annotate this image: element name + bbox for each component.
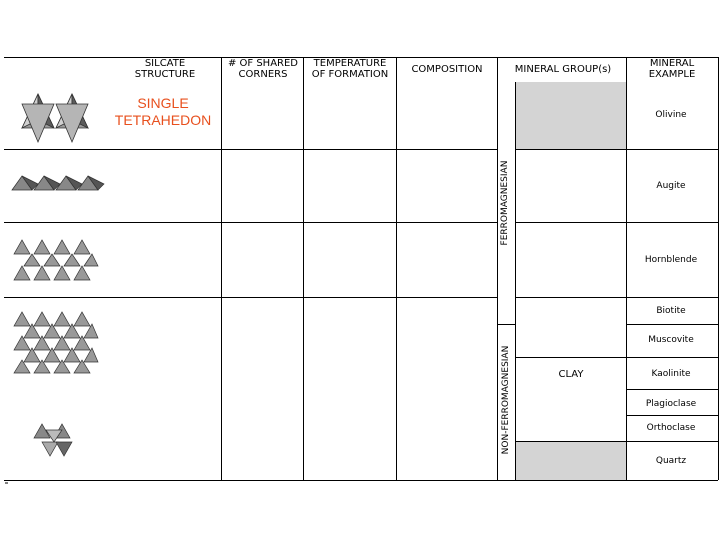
- mineral-olivine: Olivine: [655, 110, 687, 120]
- mineral-plagioclase: Plagioclase: [645, 399, 697, 409]
- single-tetrahedron-label: SINGLE TETRAHEDON: [114, 95, 212, 128]
- mineral-quartz: Quartz: [655, 456, 687, 466]
- single-chain-illustration: [10, 172, 106, 196]
- header-shared-corners: # OF SHARED CORNERS: [227, 58, 299, 80]
- mineral-hornblende: Hornblende: [644, 255, 698, 265]
- framework-illustration: [30, 420, 78, 460]
- non-ferromagnesian-label: NON-FERROMAGNESIAN: [501, 345, 511, 455]
- double-chain-illustration: [10, 236, 100, 284]
- mineral-orthoclase: Orthoclase: [646, 423, 696, 433]
- header-composition: COMPOSITION: [411, 64, 483, 75]
- mineral-biotite: Biotite: [656, 306, 686, 316]
- header-mineral-example: MINERAL EXAMPLE: [648, 58, 696, 80]
- ferromagnesian-label: FERROMAGNESIAN: [500, 160, 510, 246]
- header-temperature: TEMPERATURE OF FORMATION: [311, 58, 389, 80]
- mineral-muscovite: Muscovite: [648, 335, 694, 345]
- mineral-kaolinite: Kaolinite: [651, 369, 691, 379]
- clay-label: CLAY: [558, 369, 584, 380]
- sheet-illustration: [10, 310, 100, 374]
- header-mineral-group: MINERAL GROUP(s): [514, 64, 612, 75]
- mineral-augite: Augite: [656, 181, 686, 191]
- header-structure: SILCATE STRUCTURE: [134, 58, 196, 80]
- single-tetrahedron-illustration: [18, 90, 92, 146]
